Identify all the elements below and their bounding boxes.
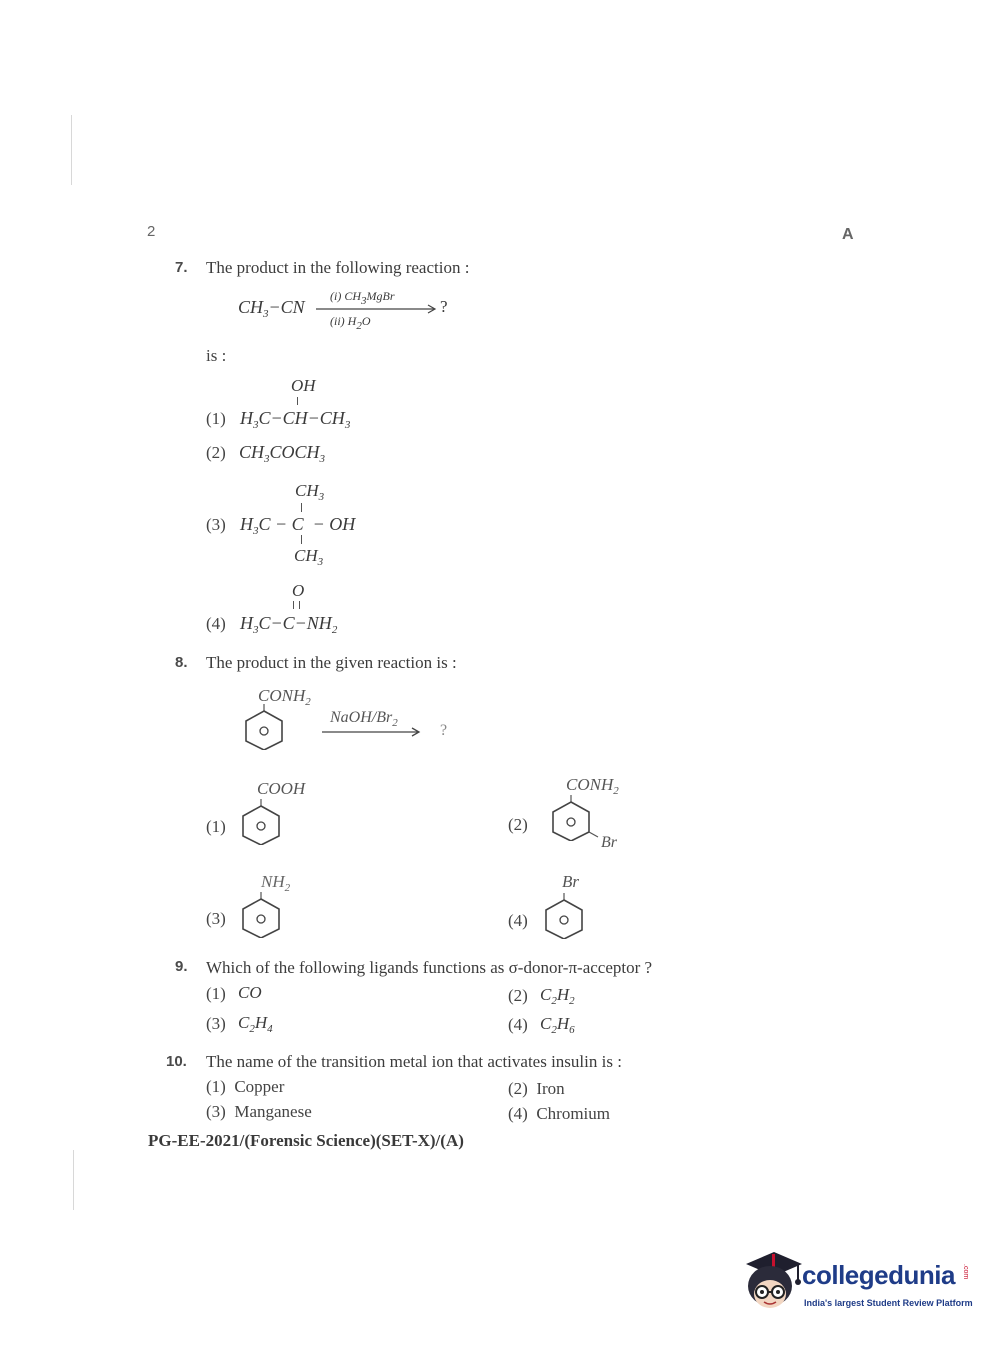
q7-opt1-top: OH [291,376,316,395]
q8-opt2-group: $CONH_2$ [566,775,619,797]
q8-number: 8. [175,654,188,671]
brand-name: collegedunia [802,1260,955,1290]
q7-number: 7. [175,259,188,276]
q7-opt3-bottom: $CH_3$ [294,546,324,568]
q10-opt3: (3) Manganese [206,1102,312,1121]
q8-text: The product in the given reaction is : [206,653,457,672]
scan-edge-bottom [73,1150,74,1210]
q7-is-label: is : [206,346,227,365]
q8-opt2-sub-group: Br [601,834,617,851]
q7-opt4-top: O [292,581,305,600]
q10-opt1: (1) Copper [206,1077,285,1096]
brand-tagline: India's largest Student Review Platform [804,1298,973,1308]
q10-opt4: (4) Chromium [508,1104,610,1123]
q9-opt2-num: (2) [508,986,528,1005]
q7-reactant: $CH_3-CN$ [238,297,305,320]
q7-opt2-num: (2) [206,443,226,462]
q7-opt3-bond-down [301,535,302,544]
q9-opt1: CO [238,983,262,1002]
q7-opt4-double-bond [293,601,300,609]
benzene-ring-icon [238,892,284,938]
q9-number: 9. [175,958,188,975]
collegedunia-mascot-icon [740,1250,802,1318]
q7-opt4-formula: $H_3C-C-NH_2$ [240,613,338,636]
q7-opt3-formula: $H_3C - C$ − OH [240,514,356,537]
q9-opt3: $C_2H_4$ [238,1013,273,1035]
q8-opt3-num: (3) [206,909,226,928]
benzene-ring-icon [241,704,287,750]
scan-edge-top [71,115,72,185]
q7-opt3-bond-up [301,503,302,512]
q7-text: The product in the following reaction : [206,258,470,277]
q9-opt1-num: (1) [206,984,226,1003]
q7-opt2-formula: $CH_3COCH_3$ [239,442,326,465]
q9-opt4: $C_2H_6$ [540,1014,575,1036]
collegedunia-logo [740,1250,972,1322]
q7-opt1-bond [297,397,298,405]
benzene-ring-icon [541,893,587,939]
q8-opt4-group: Br [562,872,579,891]
q8-opt3-group: $NH_2$ [261,872,291,894]
footer-exam-code: PG-EE-2021/(Forensic Science)(SET-X)/(A) [148,1131,464,1150]
reaction-arrow-icon [316,304,441,314]
q7-opt1-formula: $H_3C-CH-CH_3$ [240,408,351,431]
q7-reagent-1: (i) $CH_3MgBr$ [330,289,395,307]
brand-dotcom: .com [962,1264,969,1280]
q10-text: The name of the transition metal ion that activates insulin is : [206,1052,622,1071]
reaction-arrow-icon [322,727,424,737]
page-number: 2 [147,223,156,240]
q7-reagent-2: (ii) $H_2O$ [330,314,371,332]
q7-opt3-num: (3) [206,515,226,534]
q8-reactant-group: $CONH_2$ [258,686,311,708]
q10-opt2: (2) Iron [508,1079,565,1098]
q8-reagent: NaOH/$Br_2$ [330,709,398,729]
q9-opt3-num: (3) [206,1014,226,1033]
q9-opt2: $C_2H_2$ [540,985,575,1007]
q8-opt4-num: (4) [508,911,528,930]
q8-opt2-num: (2) [508,815,528,834]
q8-opt1-num: (1) [206,817,226,836]
benzene-ring-icon [238,799,284,845]
q9-opt4-num: (4) [508,1015,528,1034]
q8-product-mark: ? [440,722,448,739]
q7-product-mark: ? [440,297,448,316]
q10-number: 10. [166,1053,187,1070]
q7-opt3-top: $CH_3$ [295,481,325,503]
q9-text: Which of the following ligands functions as σ-donor-π-acceptor ? [206,958,653,977]
q8-opt1-group: COOH [257,779,306,798]
set-label: A [842,226,854,243]
q7-opt4-num: (4) [206,614,226,633]
q7-opt1-num: (1) [206,409,226,428]
